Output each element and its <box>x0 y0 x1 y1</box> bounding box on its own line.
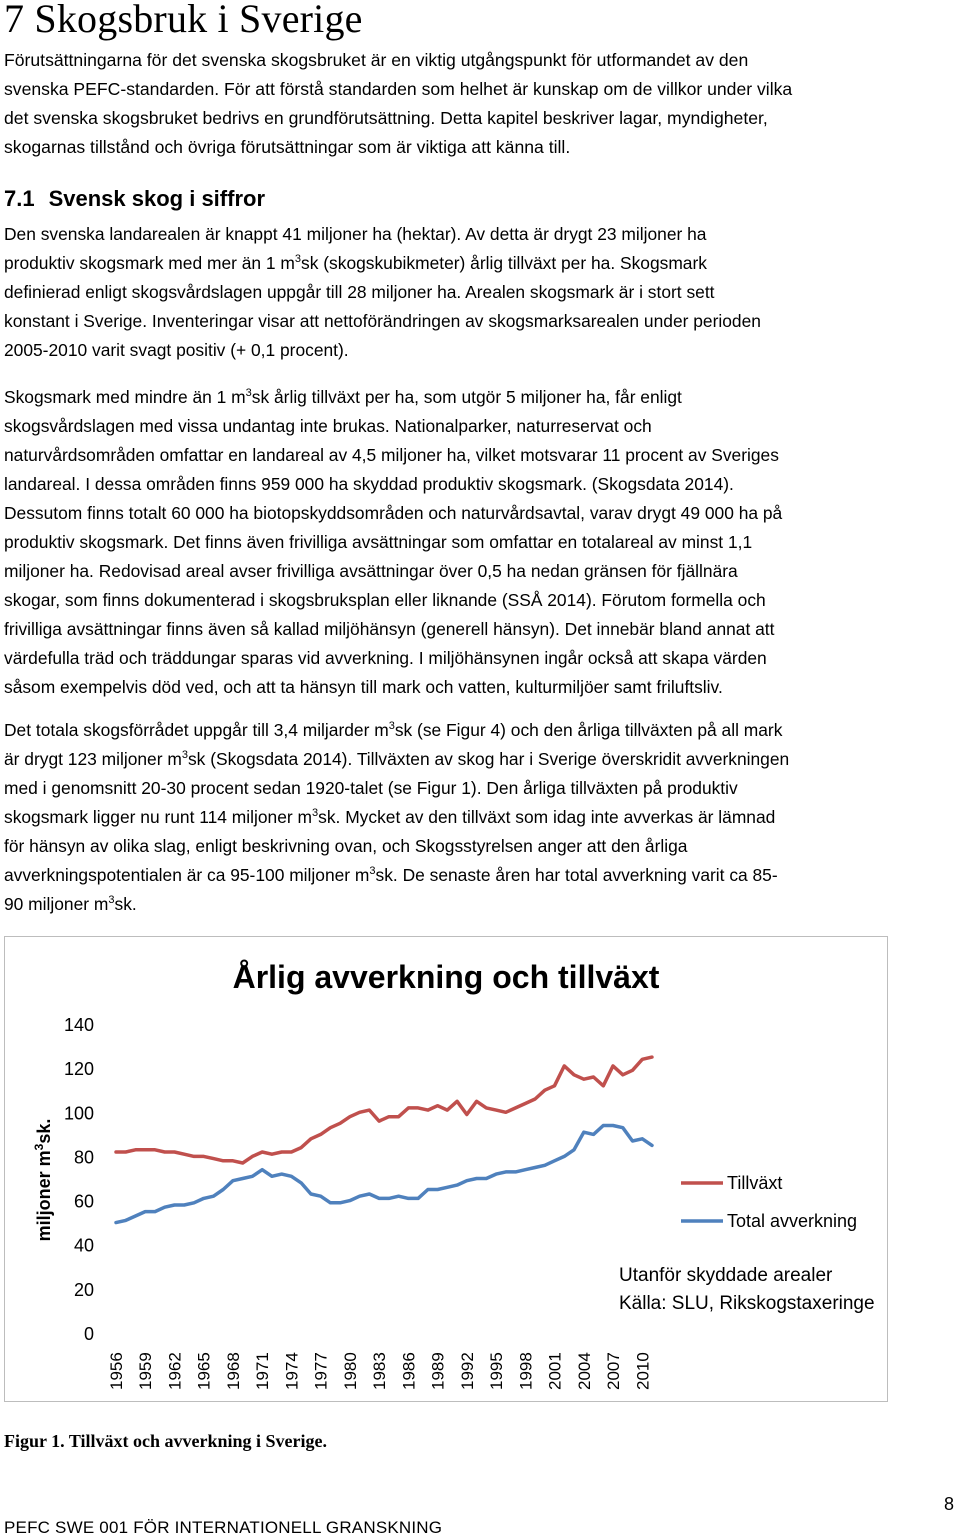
text-run: Skogsmark med mindre än 1 m <box>4 387 246 407</box>
superscript: 3 <box>388 720 395 733</box>
y-tick-label: 60 <box>73 1191 94 1212</box>
legend-label: Total avverkning <box>727 1211 858 1231</box>
text-run: sk (se Figur 4) och den årliga tillväxten på all mark <box>394 720 783 740</box>
x-tick-label: 2004 <box>574 1352 594 1390</box>
y-axis-label <box>32 1119 54 1242</box>
y-tick-label: 80 <box>73 1147 94 1168</box>
text-run: sk årlig tillväxt per ha, som utgör 5 miljoner ha, får enligt <box>251 387 682 407</box>
superscript: 3 <box>181 749 188 762</box>
text-run: 90 miljoner m <box>4 894 109 914</box>
superscript: 3 <box>312 807 319 820</box>
section-title: Svensk skog i siffror <box>48 186 266 211</box>
series-lines <box>116 1057 652 1223</box>
intro-line: svenska PEFC-standarden. För att förstå standarden som helhet är kunskap om de villkor under vilka <box>4 79 793 99</box>
text-run: är drygt 123 miljoner m <box>4 749 182 769</box>
x-tick-label: 1998 <box>516 1352 536 1390</box>
text-run: Det totala skogsförrådet uppgår till 3,4 miljarder m <box>4 720 389 740</box>
page-number: 8 <box>943 1494 954 1514</box>
paragraph-line: skogsvårdslagen med vissa undantag inte brukas. Nationalparker, naturreservat och <box>4 416 652 436</box>
x-tick-label: 1983 <box>370 1352 390 1390</box>
page-footer: PEFC SWE 001 FÖR INTERNATIONELL GRANSKNING <box>4 1518 443 1537</box>
x-tick-label: 1995 <box>487 1352 507 1390</box>
text-run: avverkningspotentialen är ca 95-100 miljoner m <box>4 865 370 885</box>
chart-title: Årlig avverkning och tillväxt <box>232 959 660 995</box>
y-tick-label: 140 <box>63 1015 94 1035</box>
paragraph-line: konstant i Sverige. Inventeringar visar att nettoförändringen av skogsmarksarealen under perioden <box>4 311 761 331</box>
intro-line: det svenska skogsbruket bedrivs en grundförutsättning. Detta kapitel beskriver lagar, myndigheter, <box>4 108 768 128</box>
text-run: sk. Mycket av den tillväxt som idag inte avverkas är lämnad <box>318 807 776 827</box>
y-tick-label: 20 <box>73 1279 94 1300</box>
x-tick-label: 2001 <box>545 1352 565 1390</box>
chart-annotation: Källa: SLU, Rikskogstaxeringe <box>619 1293 875 1314</box>
series-line <box>116 1126 652 1223</box>
x-tick-label: 1980 <box>340 1352 360 1390</box>
text-run: sk. <box>114 894 137 914</box>
paragraph-line: definierad enligt skogsvårdslagen uppgår till 28 miljoner ha. Arealen skogsmark är i stort sett <box>4 282 715 302</box>
y-tick-label: 100 <box>63 1103 94 1124</box>
figure-caption: Figur 1. Tillväxt och avverkning i Sverige. <box>4 1431 328 1451</box>
x-tick-label: 2007 <box>604 1352 624 1390</box>
chart-annotations <box>619 1265 875 1314</box>
x-tick-label: 1956 <box>107 1352 126 1390</box>
x-tick-label: 1977 <box>311 1352 331 1390</box>
paragraph-line: produktiv skogsmark. Det finns även frivilliga avsättningar som omfattar en totalareal av minst 1,1 <box>4 532 753 552</box>
y-axis-label-text: sk. <box>34 1118 54 1144</box>
paragraph-line: naturvårdsområden omfattar en landareal av 4,5 miljoner ha, vilket motsvarar 11 procent av Sveriges <box>4 445 779 465</box>
paragraph-line: 2005-2010 varit svagt positiv (+ 0,1 procent). <box>4 340 349 360</box>
paragraph-line: med i genomsnitt 20-30 procent sedan 1920-talet (se Figur 1). Den årliga tillväxten på produktiv <box>4 778 738 798</box>
x-tick-label: 1974 <box>282 1352 302 1390</box>
section-number: 7.1 <box>4 186 35 211</box>
x-tick-label: 1962 <box>165 1352 185 1390</box>
paragraph-line: värdefulla träd och träddungar sparas vid avverkning. I miljöhänsynen ingår också att skapa värden <box>4 648 767 668</box>
x-tick-label: 1992 <box>457 1352 477 1390</box>
intro-line: skogarnas tillstånd och övriga förutsättningar som är viktiga att känna till. <box>4 137 571 157</box>
y-tick-label: 0 <box>83 1324 94 1344</box>
text-run: sk (skogskubikmeter) årlig tillväxt per ha. Skogsmark <box>301 253 707 273</box>
paragraph-line: såsom exempelvis död ved, och att ta hänsyn till mark och vatten, kulturmiljöer samt friluftsliv. <box>4 677 723 697</box>
x-tick-label: 1968 <box>223 1352 243 1390</box>
x-tick-label: 1959 <box>136 1352 156 1390</box>
intro-line: Förutsättningarna för det svenska skogsbruket är en viktig utgångspunkt för utformandet av den <box>4 50 749 70</box>
series-line <box>116 1057 652 1163</box>
paragraph-line: landareal. I dessa områden finns 959 000 ha skyddad produktiv skogsmark. (Skogsdata 2014). <box>4 474 734 494</box>
paragraph-line: miljoner ha. Redovisad areal avser frivilliga avsättningar över 0,5 ha nedan gränsen för fjällnära <box>4 561 738 581</box>
superscript: 3 <box>108 894 115 907</box>
chapter-title: Skogsbruk i Sverige <box>34 0 363 41</box>
y-axis-label-superscript: 3 <box>32 1143 46 1151</box>
x-tick-label: 1986 <box>399 1352 419 1390</box>
x-tick-label: 1989 <box>428 1352 448 1390</box>
legend-label: Tillväxt <box>727 1173 783 1193</box>
superscript: 3 <box>294 253 302 266</box>
superscript: 3 <box>245 387 252 400</box>
y-axis-ticks <box>64 1015 94 1344</box>
x-tick-label: 1971 <box>253 1352 273 1390</box>
paragraph-line: för hänsyn av olika slag, enligt beskrivning ovan, och Skogsstyrelsen anger att den årliga <box>4 836 688 856</box>
y-tick-label: 40 <box>73 1235 94 1256</box>
y-axis-label-text: miljoner m <box>34 1150 54 1242</box>
y-tick-label: 120 <box>63 1059 94 1080</box>
x-axis-ticks <box>107 1352 652 1390</box>
chart-legend <box>681 1173 857 1231</box>
paragraph-line: Den svenska landarealen är knappt 41 miljoner ha (hektar). Av detta är drygt 23 miljoner ha <box>4 224 707 244</box>
text-run: skogsmark ligger nu runt 114 miljoner m <box>4 807 313 827</box>
chapter-number: 7 <box>4 0 25 41</box>
text-run: sk. De senaste åren har total avverkning varit ca 85- <box>375 865 778 885</box>
text-run: produktiv skogsmark med mer än 1 m <box>4 253 295 273</box>
paragraph-line: frivilliga avsättningar finns även så kallad miljöhänsyn (generell hänsyn). Det innebär bland annat att <box>4 619 775 639</box>
paragraph-line: skogar, som finns dokumenterad i skogsbruksplan eller liknande (SSÅ 2014). Förutom formella och <box>4 590 766 610</box>
paragraph-line: Dessutom finns totalt 60 000 ha biotopskyddsområden och naturvårdsavtal, varav drygt 49 000 ha på <box>4 503 783 523</box>
text-run: sk (Skogsdata 2014). Tillväxten av skog har i Sverige överskridit avverkningen <box>187 749 790 769</box>
x-tick-label: 2010 <box>633 1352 653 1390</box>
chart-annotation: Utanför skyddade arealer <box>619 1265 833 1286</box>
x-tick-label: 1965 <box>194 1352 214 1390</box>
superscript: 3 <box>369 865 376 878</box>
